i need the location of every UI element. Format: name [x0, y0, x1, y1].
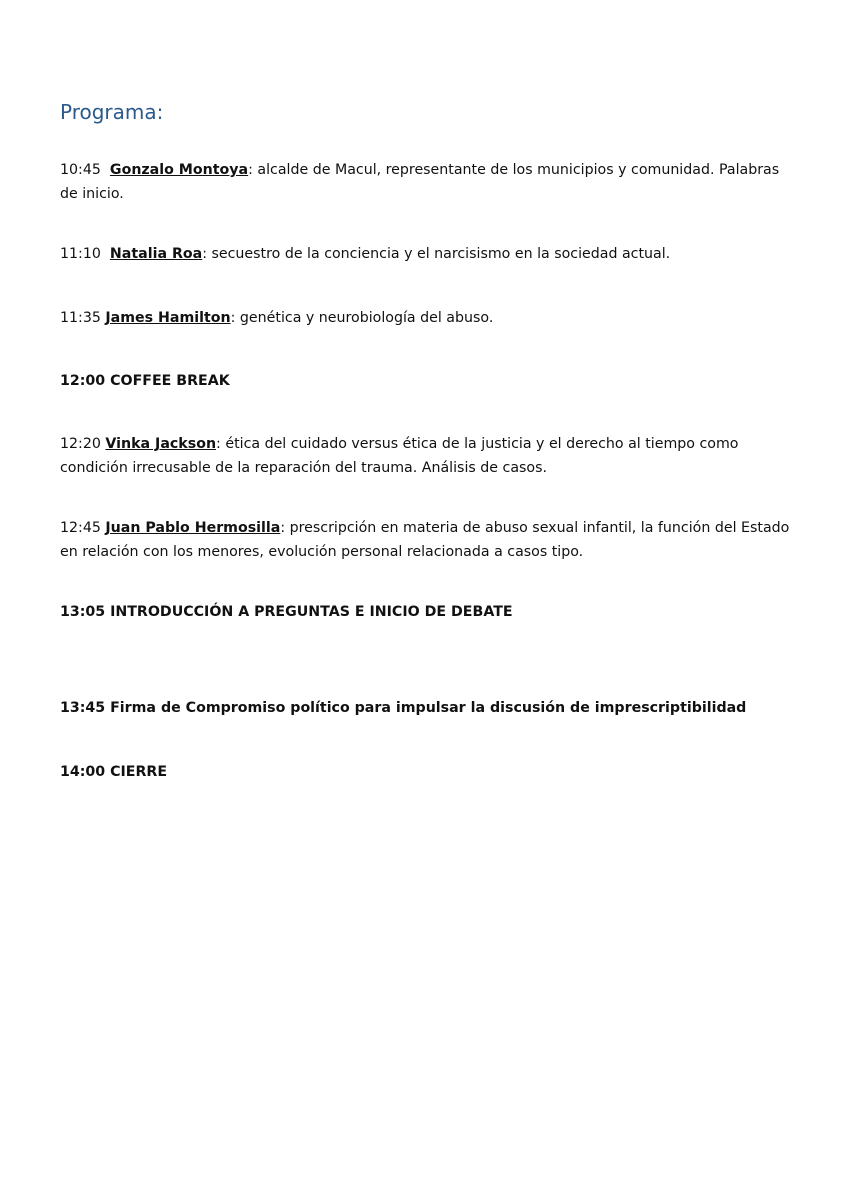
page-title: Programa:: [60, 100, 164, 124]
program-item-2: [60, 242, 800, 266]
program-item-5: [60, 516, 800, 564]
program-time: 12:45: [60, 520, 101, 536]
program-time: 12:20: [60, 436, 101, 452]
talk-description: : ética del cuidado versus ética de la justicia y el derecho al tiempo como condición irrecusable de la reparación del trauma. Análisis de casos.: [60, 436, 739, 476]
program-item-4: [60, 432, 800, 480]
speaker-name: Juan Pablo Hermosilla: [105, 520, 281, 536]
program-item-debate: 13:05 INTRODUCCIÓN A PREGUNTAS E INICIO DE DEBATE: [60, 604, 513, 620]
speaker-name: James Hamilton: [105, 310, 231, 326]
talk-description: : alcalde de Macul, representante de los municipios y comunidad. Palabras de inicio.: [60, 162, 780, 202]
program-item-3: [60, 306, 800, 330]
program-item-1: [60, 158, 800, 206]
program-item-commitment: 13:45 Firma de Compromiso político para impulsar la discusión de imprescriptibilidad: [60, 700, 747, 716]
program-item-coffee-break: 12:00 COFFEE BREAK: [60, 373, 230, 389]
program-item-closing: 14:00 CIERRE: [60, 764, 168, 780]
talk-description: : secuestro de la conciencia y el narcisismo en la sociedad actual.: [202, 246, 671, 262]
program-time: 10:45: [60, 162, 101, 178]
speaker-name: Gonzalo Montoya: [109, 162, 249, 178]
program-time: 11:10: [60, 246, 101, 262]
speaker-name: Natalia Roa: [109, 246, 203, 262]
talk-description: : prescripción en materia de abuso sexual infantil, la función del Estado en relación con los menores, evolución personal relacionada a casos tipo.: [60, 520, 790, 560]
speaker-name: Vinka Jackson: [105, 436, 217, 452]
program-time: 11:35: [60, 310, 101, 326]
talk-description: : genética y neurobiología del abuso.: [230, 310, 494, 326]
